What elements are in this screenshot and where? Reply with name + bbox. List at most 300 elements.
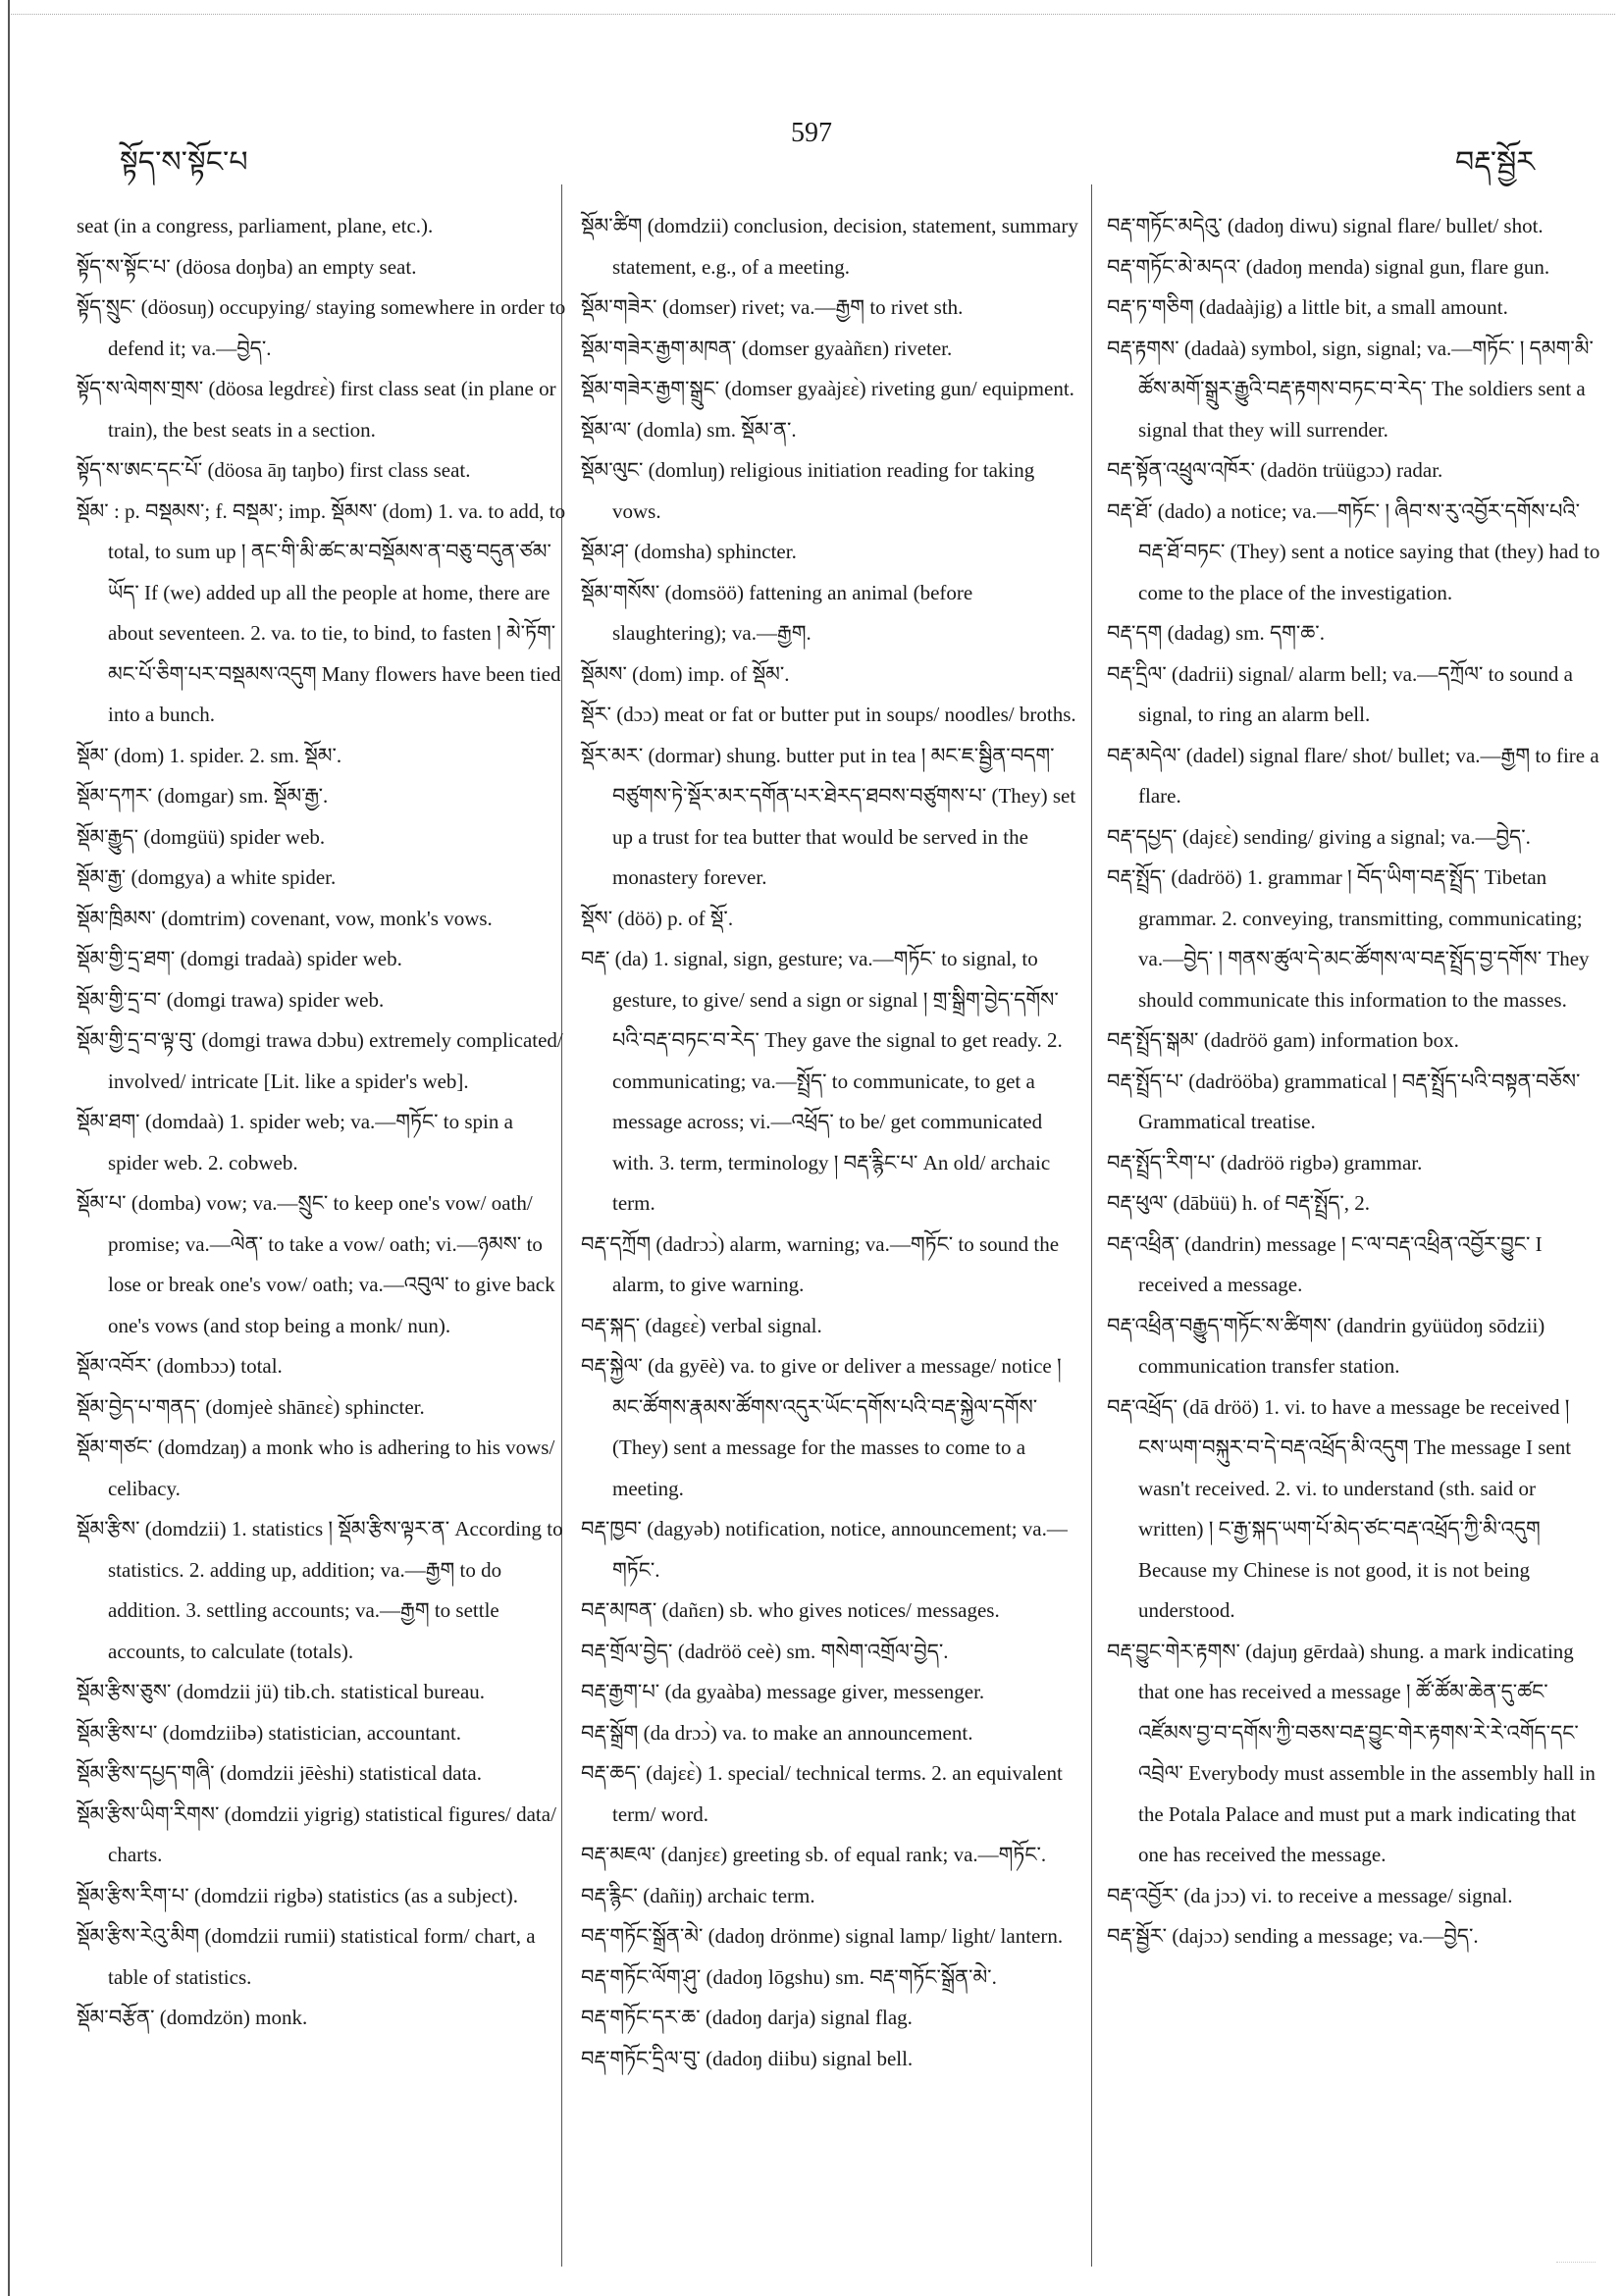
entry-transliteration: (döosuŋ) xyxy=(140,295,215,319)
entry-headword: སྡོམ་རྩིས་ xyxy=(77,1517,140,1540)
entry-transliteration: (dadaàjig) xyxy=(1198,295,1283,319)
dictionary-entry xyxy=(1107,1020,1602,1062)
entry-transliteration: (dadröö rigbə) xyxy=(1220,1150,1339,1174)
entry-headword: བརྡ་འཕྲིན་ xyxy=(1107,1231,1179,1256)
entry-definition: greeting sb. of equal rank; va.—གཏོང་. xyxy=(732,1843,1047,1866)
entry-transliteration: (dajɔɔ) xyxy=(1172,1924,1230,1948)
entry-definition: 1. spider web; va.—གཏོང་ to spin a spider web. 2. cobweb. xyxy=(108,1110,513,1174)
dictionary-entry xyxy=(581,450,1081,532)
entry-transliteration: (domdzii jēèshi) xyxy=(219,1761,354,1785)
entry-definition: signal gun, flare gun. xyxy=(1375,254,1550,279)
entry-transliteration: (dadrööba) xyxy=(1188,1069,1280,1093)
entry-definition: 1. va. to add, to total, to sum up ། ནང་གི་མི་ཚང་མ་བསྡོམས་ན་བཅུ་བདུན་ཙམ་ཡོད་ If (we) added up all the people at home, there are about seventeen. 2. va. to tie, to bind, to fasten ། མེ་ཏོག་མང་པོ་ཅིག་པར་བསྡམས་འདུག Many flowers have been tied into a bunch. xyxy=(108,498,566,726)
entry-definition: archaic term. xyxy=(707,1883,815,1907)
entry-headword: བརྡ་ཁྱབ་ xyxy=(581,1517,642,1540)
entry-headword: བརྡ་གཏོང་སྒྲོན་མེ་ xyxy=(581,1924,704,1948)
entry-definition: spider web. xyxy=(230,824,326,849)
entry-headword: བརྡ་སྦྱོར་ xyxy=(1107,1924,1168,1948)
entry-headword: བརྡ་འབྱོར་ xyxy=(1107,1883,1178,1907)
entry-transliteration: (domdaà) xyxy=(144,1110,225,1133)
entry-headword: སྡོམ་དཀར་ xyxy=(77,784,153,808)
entry-definition: occupying/ staying somewhere in order to defend it; va.—བྱེད་. xyxy=(108,295,566,360)
entry-definition: signal/ alarm bell; va.—དཀྲོལ་ to sound a signal, to ring an alarm bell. xyxy=(1138,661,1573,726)
entry-definition: fattening an animal (before slaughtering); va.—རྒྱག. xyxy=(612,580,973,645)
entry-definition: religious initiation reading for taking vows. xyxy=(612,458,1035,523)
dictionary-entry xyxy=(1107,613,1602,654)
entry-definition: signal bell. xyxy=(822,2046,914,2070)
entry-headword: སྡོམ་རྩིས་དཔྱད་གཞི་ xyxy=(77,1761,215,1785)
entry-definition: h. of བརྡ་སྤྲོད་, 2. xyxy=(1241,1191,1371,1215)
dictionary-entry xyxy=(581,410,1081,451)
entry-headword: བརྡ་སྐྱེལ་ xyxy=(581,1354,643,1378)
dictionary-entry xyxy=(581,369,1081,410)
dictionary-entry xyxy=(1107,1916,1602,1957)
page-header xyxy=(0,116,1623,180)
dictionary-entry xyxy=(77,450,567,492)
entry-transliteration: (domdzii jü) xyxy=(176,1680,280,1703)
entry-headword: སྡོམ་གཟེར་རྒྱག་སྒྲུང་ xyxy=(581,377,720,400)
entry-definition: 1. special/ technical terms. 2. an equivalent term/ word. xyxy=(612,1761,1063,1826)
entry-headword: སྡོམ་རྩིས་རེའུ་མིག xyxy=(77,1924,200,1948)
entry-headword: སྟོད་ས་སྟོང་པ་ xyxy=(77,254,171,279)
dictionary-entry xyxy=(77,1387,567,1429)
dictionary-entry xyxy=(581,1957,1081,1999)
entry-transliteration: (domser gyaàjɛɛ̀) xyxy=(724,377,866,400)
entry-definition: radar. xyxy=(1396,458,1443,482)
entry-transliteration: (dā dröö) xyxy=(1182,1394,1259,1419)
entry-headword: བརྡ་སྤྲོད་སྒམ་ xyxy=(1107,1028,1199,1052)
dictionary-entry xyxy=(1107,1183,1602,1225)
entry-transliteration: (dadoŋ diwu) xyxy=(1227,214,1338,237)
entry-headword: བརྡ་རྒྱག་པ་ xyxy=(581,1680,660,1703)
scan-corner-mark xyxy=(1556,2262,1596,2284)
dictionary-entry xyxy=(581,654,1081,696)
entry-headword: སྡོམ་འབོར་ xyxy=(77,1354,152,1378)
entry-definition: statistical figures/ data/ charts. xyxy=(108,1801,556,1866)
entry-definition: va. to make an announcement. xyxy=(722,1720,973,1745)
entry-transliteration: (dadröö gam) xyxy=(1203,1028,1316,1052)
dictionary-entry xyxy=(77,1795,567,1876)
entry-definition: grammatical ། བརྡ་སྤྲོད་པའི་བསྟན་བཅོས་ Grammatical treatise. xyxy=(1138,1069,1581,1133)
entry-definition: message ། ང་ལ་བརྡ་འཕྲིན་འབྱོར་བྱུང་ I received a message. xyxy=(1138,1231,1543,1296)
entry-transliteration: (domser gyaàñɛn) xyxy=(741,336,890,360)
dictionary-entry xyxy=(77,858,567,899)
entry-headword: བརྡ་ xyxy=(581,947,610,970)
entry-headword: སྡོམ་རྩིས་ཡིག་རིགས་ xyxy=(77,1801,220,1826)
entry-transliteration: (domgi tradaà) xyxy=(180,947,302,970)
dictionary-entry xyxy=(1107,1387,1602,1632)
column-divider-2 xyxy=(1091,184,1092,2267)
entry-headword: བརྡ་སྟོན་འཕྲུལ་འཁོར་ xyxy=(1107,458,1256,482)
entry-transliteration: (dom) xyxy=(632,661,683,686)
entry-definition: a monk who is adhering to his vows/ celibacy. xyxy=(108,1435,555,1500)
dictionary-entry xyxy=(77,1753,567,1795)
entry-definition: an empty seat. xyxy=(297,254,417,279)
entry-definition: riveter. xyxy=(894,336,953,360)
entry-headword: བརྡ་སྤྲོད་པ་ xyxy=(1107,1069,1184,1093)
entry-headword: བརྡ་ཐོ་ xyxy=(1107,498,1153,523)
entry-headword: སྡོམ་རྩིས་པ་ xyxy=(77,1720,158,1745)
dictionary-entry xyxy=(581,1509,1081,1591)
dictionary-entry xyxy=(1107,1632,1602,1876)
dictionary-entry xyxy=(581,2039,1081,2080)
header-right-guide-word: བརྡ་སྦྱོར xyxy=(1455,145,1535,180)
entry-definition: statistician, accountant. xyxy=(268,1720,462,1745)
entry-definition: rivet; va.—རྒྱག to rivet sth. xyxy=(741,295,964,319)
entry-headword: སྡོམ་ཐག་ xyxy=(77,1110,140,1133)
dictionary-entry xyxy=(1107,287,1602,329)
dictionary-entry xyxy=(581,1591,1081,1632)
entry-headword: བརྡ་གྲོལ་བྱེད་ xyxy=(581,1639,673,1663)
entry-headword: བརྡ་མཁན་ xyxy=(581,1598,657,1622)
entry-transliteration: (dañiŋ) xyxy=(643,1883,703,1907)
entry-transliteration: (dadoŋ lōgshu) xyxy=(706,1964,830,1989)
entry-definition: communication transfer station. xyxy=(1138,1354,1400,1378)
entry-headword: སྡོམ་གྱི་དྲ་བ་ལྟ་བུ་ xyxy=(77,1028,196,1052)
dictionary-entry xyxy=(77,980,567,1021)
dictionary-entry xyxy=(1107,1225,1602,1306)
dictionary-entry xyxy=(1107,329,1602,451)
dictionary-entry xyxy=(581,695,1081,736)
dictionary-entry xyxy=(581,532,1081,573)
entry-headword: སྡོམ་བརྩོན་ xyxy=(77,2006,155,2029)
dictionary-entry xyxy=(581,329,1081,370)
entry-transliteration: (döosa legdrɛɛ̀) xyxy=(208,377,336,400)
dictionary-entry xyxy=(581,1632,1081,1673)
entry-transliteration: (domgi trawa dɔbu) xyxy=(201,1028,364,1052)
dictionary-entry xyxy=(581,206,1081,287)
entry-transliteration: (dābüü) xyxy=(1173,1191,1237,1215)
entry-transliteration: (domjeè shānɛɛ̀) xyxy=(205,1394,340,1419)
entry-headword: བརྡ་རྙིང་ xyxy=(581,1883,638,1907)
entry-transliteration: (döosa doŋba) xyxy=(176,254,293,279)
entry-transliteration: (dadrii) xyxy=(1172,661,1234,686)
entry-transliteration: (domtrim) xyxy=(160,906,246,930)
entry-headword: སྡོམ་བྱེད་པ་གནད་ xyxy=(77,1394,200,1419)
entry-definition: statistical form/ chart, a table of statistics. xyxy=(108,1924,536,1989)
entry-headword: སྟོད་ས་ལེགས་གྲས་ xyxy=(77,377,204,400)
entry-headword: བརྡ་གཏོང་དྲིལ་བུ་ xyxy=(581,2046,701,2070)
entry-transliteration: : p. བསྡམས་; f. བསྡམ་; imp. སྡོམས་ (dom) xyxy=(113,498,433,523)
dictionary-entry xyxy=(581,1835,1081,1876)
entry-definition: sb. who gives notices/ messages. xyxy=(729,1598,1000,1622)
column-3 xyxy=(1107,206,1602,1957)
entry-headword: སྡོམ་ལུང་ xyxy=(581,458,644,482)
entry-definition: notification, notice, announcement; va.—གཏོང་. xyxy=(612,1517,1068,1582)
dictionary-entry xyxy=(77,1183,567,1346)
dictionary-entry xyxy=(581,1713,1081,1754)
entry-definition: conclusion, decision, statement, summary statement, e.g., of a meeting. xyxy=(612,214,1078,279)
entry-transliteration: (dadrɔɔ̀) xyxy=(655,1231,725,1256)
entry-definition: va. to give or deliver a message/ notice ། མང་ཚོགས་རྣམས་ཚོགས་འདུར་ཡོང་དགོས་པའི་བརྡ་སྐྱེལ་དགོས་ (They) sent a message for the masses to come to a meeting. xyxy=(612,1354,1062,1500)
entry-definition: shung. a mark indicating that one has received a message ། ཚོ་ཚོམ་ཆེན་དུ་ཚང་འཛོམས་བྱ་བ་དགོས་ཀྱི་བཅས་བརྡ་བྱུང་གེར་རྟགས་རེ་རེ་འགོད་དང་འབྲེལ་ Everybody must assemble in the assembly hall in the Potala Palace and must put a mark indicating that one has received the message. xyxy=(1138,1639,1596,1866)
dictionary-entry xyxy=(581,899,1081,940)
entry-headword: སྡོམ་གསོས་ xyxy=(581,580,660,604)
entry-headword: སྡོར་ xyxy=(581,703,612,726)
entry-transliteration: (dado) xyxy=(1157,498,1212,523)
entry-transliteration: (dombɔɔ) xyxy=(156,1354,236,1378)
entry-headword: སྡོམ་ xyxy=(77,498,109,523)
dictionary-entry xyxy=(77,899,567,940)
entry-transliteration: (danjɛɛ) xyxy=(660,1843,728,1866)
entry-headword: སྡོམ་རྒྱ་ xyxy=(77,865,127,889)
entry-transliteration: (dajuŋ gērdaà) xyxy=(1245,1639,1365,1663)
column-1 xyxy=(77,206,567,2039)
dictionary-entry xyxy=(77,736,567,777)
entry-headword: སྡོམ་གཟེར་རྒྱག་མཁན་ xyxy=(581,336,737,360)
entry-definition: sm. དག་ཆ་. xyxy=(1234,621,1325,645)
entry-transliteration: (döö) xyxy=(617,906,662,930)
entry-headword: སྡོམ་གྱི་དྲ་ཐག་ xyxy=(77,947,176,970)
entry-transliteration: (domser) xyxy=(661,295,737,319)
dictionary-entry xyxy=(77,1876,567,1917)
entry-headword: བརྡ་སྤྲོད་རིག་པ་ xyxy=(1107,1150,1216,1174)
dictionary-entry xyxy=(1107,1062,1602,1143)
dictionary-entry xyxy=(581,1916,1081,1957)
entry-definition: 1. signal, sign, gesture; va.—གཏོང་ to signal, to gesture, to give/ send a sign or signal ། གྲ་སྒྲིག་བྱེད་དགོས་པའི་བརྡ་བཏང་བ་རེད་ They gave the signal to get ready. 2. communicating; va.—སྤྲོད་ to communicate, to get a message across; vi.—འཕྲོད་ to be/ get communicated with. 3. term, terminology ། བརྡ་རྙིང་པ་ An old/ archaic term. xyxy=(612,947,1063,1215)
entry-definition: sm. བརྡ་གཏོང་སྒྲོན་མེ་. xyxy=(835,1964,997,1989)
entry-transliteration: (da) xyxy=(614,947,649,970)
dictionary-entry xyxy=(77,1713,567,1754)
entry-transliteration: (domgar) xyxy=(157,784,235,808)
entry-transliteration: (dɔɔ) xyxy=(616,703,659,726)
entry-definition: 1. statistics ། སྡོམ་རྩིས་ལྟར་ན་ According to statistics. 2. adding up, addition; va.—རྒྱག to do addition. 3. settling accounts; va.—རྒྱག to settle accounts, to calculate (totals). xyxy=(108,1517,563,1663)
entry-transliteration: (domla) xyxy=(636,417,703,442)
dictionary-entry xyxy=(77,817,567,859)
entry-transliteration: (domdzii yigrig) xyxy=(224,1801,360,1826)
entry-transliteration: (domdzön) xyxy=(159,2006,250,2029)
entry-headword: བརྡ་སྐད་ xyxy=(581,1313,641,1337)
entry-definition: statistical data. xyxy=(359,1761,482,1785)
column-2 xyxy=(581,206,1081,2079)
entry-definition: shung. butter put in tea ། མང་ཇ་སྦྱིན་བདག་བཙུགས་ཏེ་སྡོར་མར་དགོན་པར་ཐེརད་ཐབས་བཙུགས་པ་ (They) set up a trust for tea butter that would be served in the monastery forever. xyxy=(612,743,1076,889)
entry-definition: signal lamp/ light/ lantern. xyxy=(845,1924,1064,1948)
entry-definition: verbal signal. xyxy=(710,1313,822,1337)
dictionary-entry xyxy=(581,573,1081,654)
entry-definition: covenant, vow, monk's vows. xyxy=(250,906,493,930)
dictionary-entry xyxy=(77,206,567,247)
entry-transliteration: (dajɛɛ̀) xyxy=(1181,824,1239,849)
dictionary-entry xyxy=(581,1876,1081,1917)
entry-definition: grammar. xyxy=(1343,1150,1423,1174)
entry-transliteration: (domdzii rigbə) xyxy=(193,1883,324,1907)
dictionary-entry xyxy=(1107,736,1602,817)
entry-transliteration: (dajɛɛ̀) xyxy=(646,1761,703,1785)
entry-definition: signal flag. xyxy=(820,2006,913,2029)
entry-headword: བརྡ་དཔྱད་ xyxy=(1107,824,1178,849)
entry-headword: སྡོས་ xyxy=(581,906,613,930)
dictionary-entry xyxy=(1107,817,1602,859)
entry-headword: བརྡ་རྟགས་ xyxy=(1107,336,1179,360)
entry-headword: བརྡ་སྒྲོག xyxy=(581,1720,639,1745)
entry-definition: 1. grammar ། བོད་ཡིག་བརྡ་སྤྲོད་ Tibetan grammar. 2. conveying, transmitting, communicating; va.—བྱེད་ ། གནས་ཚུལ་དེ་མང་ཚོགས་ལ་བརྡ་སྤྲོད་བྱ་དགོས་ They should communicate this information to the masses. xyxy=(1138,865,1590,1012)
entry-transliteration: (dadröö) xyxy=(1171,865,1242,889)
entry-headword: སྡོར་མར་ xyxy=(581,743,644,767)
dictionary-entry xyxy=(77,1428,567,1509)
dictionary-entry xyxy=(581,1753,1081,1835)
entry-transliteration: (domgi trawa) xyxy=(166,987,285,1012)
dictionary-entry xyxy=(1107,450,1602,492)
dictionary-entry xyxy=(1107,858,1602,1020)
entry-headword: བརྡ་དཀྲོག xyxy=(581,1231,652,1256)
left-binding-edge xyxy=(8,0,10,2296)
entry-transliteration: (döosa āŋ taŋbo) xyxy=(207,458,345,482)
entry-transliteration: (domdzaŋ) xyxy=(157,1435,247,1459)
dictionary-entry xyxy=(77,1509,567,1672)
entry-headword: སྟོད་སྲུང་ xyxy=(77,295,136,319)
entry-definition: total. xyxy=(240,1354,283,1378)
entry-headword: སྡོམ་ xyxy=(77,743,109,767)
entry-headword: བརྡ་གཏོང་མདེའུ་ xyxy=(1107,214,1223,237)
entry-transliteration: (domdziibə) xyxy=(162,1720,264,1745)
entry-definition: spider web. xyxy=(307,947,402,970)
entry-definition: symbol, sign, signal; va.—གཏོང་ ། དམག་མི་ཚོས་མགོ་སྒྲུར་རྒྱུའི་བརྡ་རྟགས་བཏང་བ་རེད་ The soldiers sent a signal that they will surrender. xyxy=(1138,336,1594,442)
entry-definition: imp. of སྡོམ་. xyxy=(687,661,790,686)
entry-definition: meat or fat or butter put in soups/ noodles/ broths. xyxy=(663,703,1076,726)
entry-transliteration: (domdzii) xyxy=(144,1517,227,1540)
header-left-guide-word: སྟོད་ས་སྟོང་པ xyxy=(120,145,248,180)
entry-transliteration: (dadoŋ menda) xyxy=(1245,254,1371,279)
entry-transliteration: (dormar) xyxy=(648,743,722,767)
entry-headword: སྡོམ་ཁྲིམས་ xyxy=(77,906,156,930)
entry-transliteration: (domdzii rumii) xyxy=(204,1924,336,1948)
entry-transliteration: (dadön trüügɔɔ) xyxy=(1260,458,1391,482)
entry-definition: first class seat (in plane or train), the best seats in a section. xyxy=(108,377,556,442)
entry-transliteration: (domba) xyxy=(131,1191,201,1215)
dictionary-entry xyxy=(77,1998,567,2039)
entry-headword: བརྡ་ཆད་ xyxy=(581,1761,641,1785)
entry-transliteration: (domsha) xyxy=(634,540,712,563)
entry-transliteration: (dadag) xyxy=(1167,621,1230,645)
entry-definition: message giver, messenger. xyxy=(766,1680,985,1703)
entry-headword: སྡོམ་གྱི་དྲ་བ་ xyxy=(77,987,162,1012)
dictionary-entry xyxy=(77,776,567,817)
entry-definition: vi. to receive a message/ signal. xyxy=(1251,1883,1513,1907)
entry-transliteration: (dadel) xyxy=(1185,743,1245,767)
top-scan-border xyxy=(8,14,1615,15)
entry-transliteration: (dadoŋ darja) xyxy=(705,2006,816,2029)
dictionary-entry xyxy=(1107,492,1602,614)
entry-transliteration: (dagɛɛ̀) xyxy=(645,1313,707,1337)
dictionary-entry xyxy=(77,247,567,288)
dictionary-entry xyxy=(1107,206,1602,247)
entry-headword: སྡོམ་པ་ xyxy=(77,1191,127,1215)
dictionary-entry xyxy=(77,1346,567,1387)
entry-definition: first class seat. xyxy=(349,458,471,482)
entry-definition: signal flare/ bullet/ shot. xyxy=(1342,214,1544,237)
entry-definition: a white spider. xyxy=(216,865,337,889)
entry-headword: བརྡ་འཕྲིན་བརྒྱུད་གཏོང་ས་ཚིགས་ xyxy=(1107,1313,1332,1337)
entry-definition: seat (in a congress, parliament, plane, etc.). xyxy=(77,214,434,237)
entry-definition: monk. xyxy=(255,2006,308,2029)
entry-definition: spider web. xyxy=(288,987,385,1012)
dictionary-entry xyxy=(77,1916,567,1998)
entry-headword: བརྡ་གཏོང་མེ་མདའ་ xyxy=(1107,254,1241,279)
dictionary-entry xyxy=(77,1020,567,1102)
entry-headword: བརྡ་མདེལ་ xyxy=(1107,743,1181,767)
entry-headword: སྡོམ་གཟེར་ xyxy=(581,295,657,319)
page-number: 597 xyxy=(791,118,832,148)
dictionary-entry xyxy=(1107,654,1602,736)
entry-definition: a little bit, a small amount. xyxy=(1287,295,1508,319)
dictionary-entry xyxy=(77,1672,567,1713)
dictionary-entry xyxy=(581,1672,1081,1713)
entry-transliteration: (dadoŋ diibu) xyxy=(706,2046,817,2070)
entry-transliteration: (da gyaàba) xyxy=(664,1680,761,1703)
dictionary-entry xyxy=(581,1225,1081,1306)
dictionary-entry xyxy=(1107,1306,1602,1387)
entry-headword: བརྡ་སྤྲོད་ xyxy=(1107,865,1167,889)
entry-transliteration: (dom) xyxy=(113,743,165,767)
entry-headword: སྟོད་ས་ཨང་དང་པོ་ xyxy=(77,458,203,482)
entry-headword: སྡོམ་རྒྱུད་ xyxy=(77,824,138,849)
entry-transliteration: (domluŋ) xyxy=(648,458,725,482)
entry-transliteration: (da drɔɔ̀) xyxy=(643,1720,717,1745)
entry-definition: statistics (as a subject). xyxy=(328,1883,519,1907)
dictionary-entry xyxy=(1107,1876,1602,1917)
dictionary-entry xyxy=(77,492,567,736)
dictionary-entry xyxy=(1107,1143,1602,1184)
entry-transliteration: (domgüü) xyxy=(143,824,226,849)
entry-definition: 1. vi. to have a message be received ། ངས་ཡག་བསྐུར་བ་དེ་བརྡ་འཕྲོད་མི་འདུག The message I sent wasn't received. 2. vi. to understand (sth. said or written) ། ང་རྒྱ་སྐད་ཡག་པོ་མེད་ཙང་བརྡ་འཕྲོད་ཀྱི་མི་འདུག Because my Chinese is not good, it is not being understood. xyxy=(1138,1394,1572,1622)
entry-transliteration: (domsöö) xyxy=(664,580,744,604)
entry-definition: alarm, warning; va.—གཏོང་ to sound the alarm, to give warning. xyxy=(612,1231,1060,1296)
entry-transliteration: (dadoŋ drönme) xyxy=(707,1924,841,1948)
entry-headword: བརྡ་གཏོང་དར་ཆ་ xyxy=(581,2006,701,2029)
entry-transliteration: (da gyēè) xyxy=(648,1354,725,1378)
entry-definition: a notice; va.—གཏོང་ ། ཞིབ་ས་རུ་འབྱོར་དགོས་པའི་བརྡ་ཐོ་བཏང་ (They) sent a notice saying that (they) had to come to the place of the investigation. xyxy=(1138,498,1600,604)
entry-headword: སྡོམ་ཚིག xyxy=(581,214,643,237)
entry-definition: extremely complicated/ involved/ intricate [Lit. like a spider's web]. xyxy=(108,1028,563,1093)
entry-headword: སྡོམ་གཙང་ xyxy=(77,1435,153,1459)
entry-definition: sphincter. xyxy=(344,1394,425,1419)
dictionary-entry xyxy=(581,1306,1081,1347)
entry-headword: སྡོམ་ལ་ xyxy=(581,417,632,442)
entry-definition: vow; va.—སྲུང་ to keep one's vow/ oath/ promise; va.—ལེན་ to take a vow/ oath; vi.—ཉམས་ to lose or break one's vow/ oath; va.—འབུལ་ to give back one's vows (and stop being a monk/ nun). xyxy=(108,1191,555,1337)
entry-definition: information box. xyxy=(1320,1028,1459,1052)
entry-headword: བརྡ་ཕུལ་ xyxy=(1107,1191,1169,1215)
entry-headword: སྡོམ་རྩིས་རིག་པ་ xyxy=(77,1883,189,1907)
dictionary-entry xyxy=(581,736,1081,899)
entry-headword: བརྡ་མཇལ་ xyxy=(581,1843,656,1866)
dictionary-entry xyxy=(581,287,1081,329)
entry-transliteration: (domdzii) xyxy=(647,214,729,237)
dictionary-entry xyxy=(1107,247,1602,288)
entry-headword: སྡོམ་ཤ་ xyxy=(581,540,629,563)
entry-transliteration: (dañɛn) xyxy=(661,1598,725,1622)
entry-definition: p. of སྡོ་. xyxy=(667,906,734,930)
entry-definition: sm. སྡོམ་ན་. xyxy=(707,417,797,442)
entry-transliteration: (domgya) xyxy=(131,865,212,889)
entry-headword: བརྡ་གཏོང་ལོག་ཤུ་ xyxy=(581,1964,702,1989)
entry-transliteration: (da jɔɔ) xyxy=(1183,1883,1246,1907)
entry-definition: sm. གསེག་འགྲོལ་བྱེད་. xyxy=(786,1639,949,1663)
entry-definition: sm. སྡོམ་རྒྱ་. xyxy=(238,784,329,808)
dictionary-entry xyxy=(581,1346,1081,1509)
entry-headword: བརྡ་བྱུང་གེར་རྟགས་ xyxy=(1107,1639,1240,1663)
entry-headword: བརྡ་དྲིལ་ xyxy=(1107,661,1167,686)
entry-transliteration: (dandrin) xyxy=(1184,1231,1262,1256)
entry-definition: sphincter. xyxy=(716,540,797,563)
entry-headword: བརྡ་འཕྲོད་ xyxy=(1107,1394,1178,1419)
entry-transliteration: (dadröö ceè) xyxy=(677,1639,782,1663)
dictionary-entry xyxy=(77,369,567,450)
entry-transliteration: (dagyəb) xyxy=(647,1517,720,1540)
dictionary-entry xyxy=(77,939,567,980)
entry-definition: tib.ch. statistical bureau. xyxy=(284,1680,486,1703)
entry-definition: signal flare/ shot/ bullet; va.—རྒྱག to fire a flare. xyxy=(1138,743,1599,808)
entry-transliteration: (dandrin gyüüdoŋ sōdzii) xyxy=(1336,1313,1545,1337)
